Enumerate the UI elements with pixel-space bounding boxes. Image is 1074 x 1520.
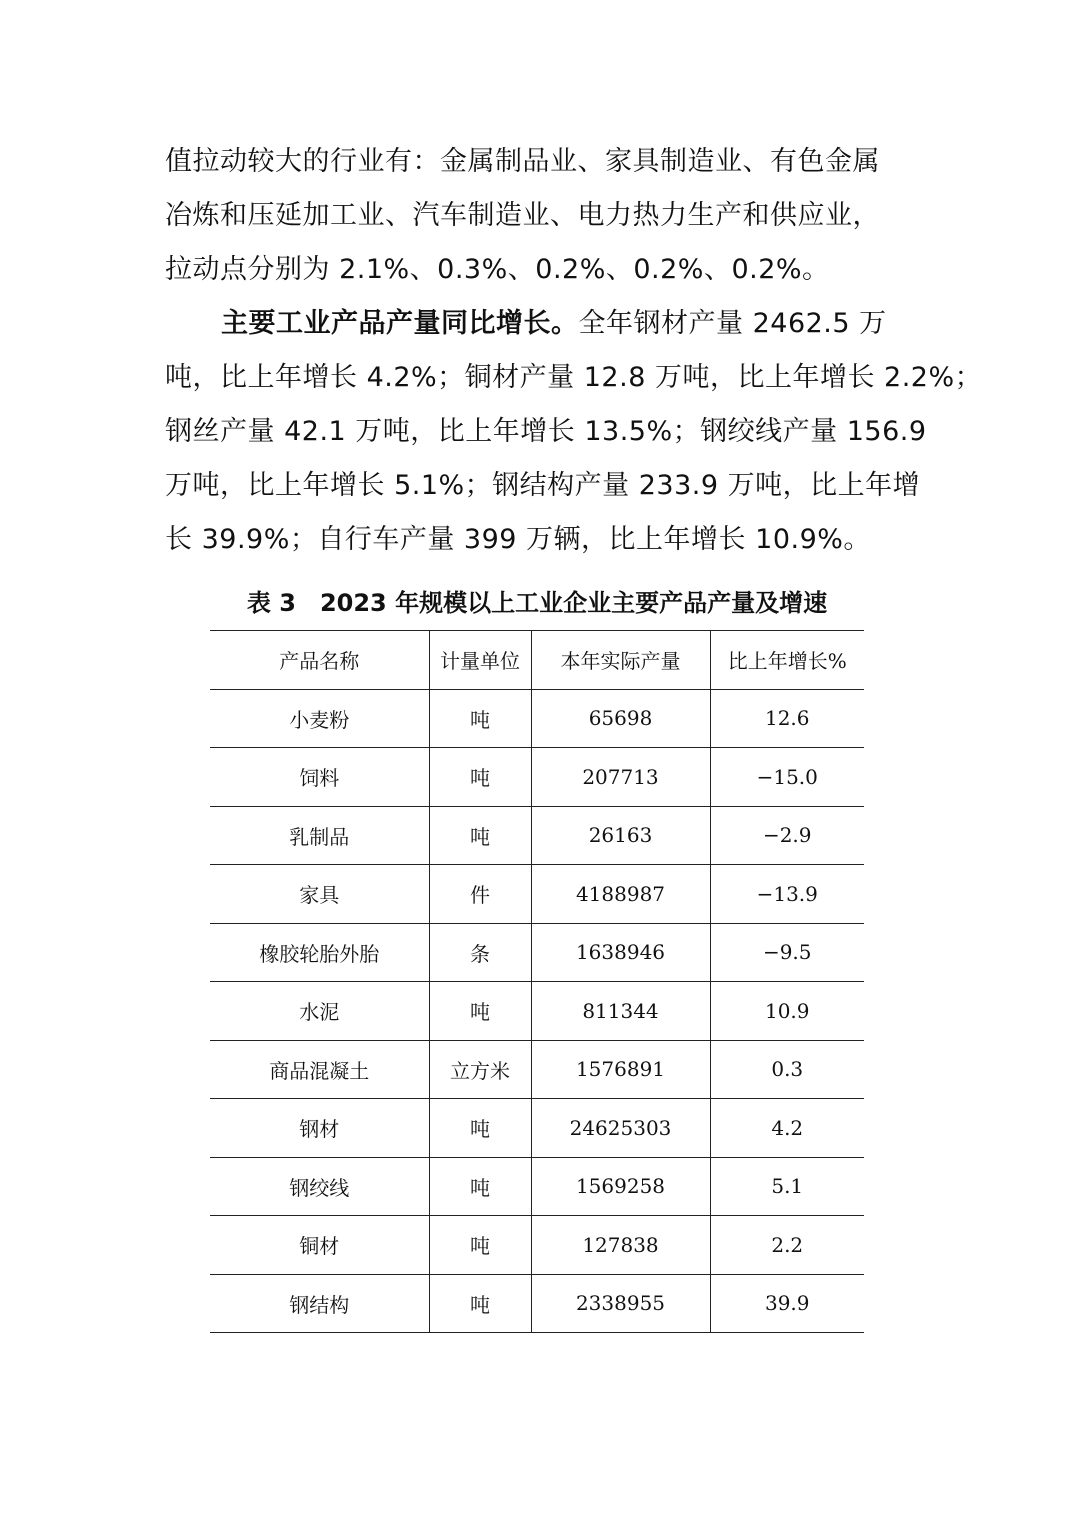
table-body bbox=[210, 689, 864, 1333]
cell-unit: 吨 bbox=[429, 1274, 531, 1333]
cell-unit: 吨 bbox=[429, 689, 531, 748]
paragraph-product-output bbox=[165, 297, 983, 567]
paragraph-heading: 主要工业产品产量同比增长。 bbox=[221, 308, 579, 339]
cell-product-name: 商品混凝土 bbox=[210, 1040, 429, 1099]
cell-product-name: 家具 bbox=[210, 865, 429, 924]
cell-output: 65698 bbox=[531, 689, 710, 748]
cell-output: 207713 bbox=[531, 748, 710, 807]
cell-output: 811344 bbox=[531, 982, 710, 1041]
cell-output: 4188987 bbox=[531, 865, 710, 924]
cell-unit: 吨 bbox=[429, 806, 531, 865]
cell-product-name: 橡胶轮胎外胎 bbox=[210, 923, 429, 982]
cell-growth: 10.9 bbox=[710, 982, 864, 1041]
paragraph-line: 冶炼和压延加工业、汽车制造业、电力热力生产和供应业， bbox=[165, 200, 880, 231]
cell-product-name: 水泥 bbox=[210, 982, 429, 1041]
cell-unit: 吨 bbox=[429, 1216, 531, 1275]
table-title: 表 3 2023 年规模以上工业企业主要产品产量及增速 bbox=[246, 589, 828, 617]
cell-growth: −2.9 bbox=[710, 806, 864, 865]
cell-unit: 条 bbox=[429, 923, 531, 982]
cell-growth: 0.3 bbox=[710, 1040, 864, 1099]
paragraph-line: 值拉动较大的行业有：金属制品业、家具制造业、有色金属 bbox=[165, 146, 880, 177]
cell-output: 1569258 bbox=[531, 1157, 710, 1216]
cell-growth: 39.9 bbox=[710, 1274, 864, 1333]
cell-output: 1638946 bbox=[531, 923, 710, 982]
cell-unit: 吨 bbox=[429, 748, 531, 807]
table-row bbox=[210, 1274, 864, 1333]
table-row bbox=[210, 689, 864, 748]
paragraph-line-rest: 全年钢材产量 2462.5 万 bbox=[578, 308, 887, 339]
paragraph-industry-contribution bbox=[165, 135, 913, 297]
table-row bbox=[210, 982, 864, 1041]
cell-unit: 立方米 bbox=[429, 1040, 531, 1099]
table-row bbox=[210, 865, 864, 924]
cell-unit: 吨 bbox=[429, 1157, 531, 1216]
table-row bbox=[210, 1099, 864, 1158]
cell-product-name: 钢材 bbox=[210, 1099, 429, 1158]
cell-product-name: 饲料 bbox=[210, 748, 429, 807]
cell-unit: 件 bbox=[429, 865, 531, 924]
column-header-output: 本年实际产量 bbox=[531, 631, 710, 690]
table-row bbox=[210, 1040, 864, 1099]
cell-product-name: 钢绞线 bbox=[210, 1157, 429, 1216]
paragraph-line: 拉动点分别为 2.1%、0.3%、0.2%、0.2%、0.2%。 bbox=[165, 254, 830, 285]
cell-growth: 5.1 bbox=[710, 1157, 864, 1216]
cell-product-name: 铜材 bbox=[210, 1216, 429, 1275]
cell-growth: −13.9 bbox=[710, 865, 864, 924]
column-header-product-name: 产品名称 bbox=[210, 631, 429, 690]
cell-output: 2338955 bbox=[531, 1274, 710, 1333]
column-header-unit: 计量单位 bbox=[429, 631, 531, 690]
cell-growth: 2.2 bbox=[710, 1216, 864, 1275]
paragraph-line: 钢丝产量 42.1 万吨，比上年增长 13.5%；钢绞线产量 156.9 bbox=[165, 416, 927, 447]
table-row bbox=[210, 923, 864, 982]
cell-product-name: 小麦粉 bbox=[210, 689, 429, 748]
column-header-growth: 比上年增长% bbox=[710, 631, 864, 690]
paragraph-line: 吨，比上年增长 4.2%；铜材产量 12.8 万吨，比上年增长 2.2%； bbox=[165, 362, 983, 393]
table-row bbox=[210, 1157, 864, 1216]
cell-product-name: 钢结构 bbox=[210, 1274, 429, 1333]
cell-growth: −15.0 bbox=[710, 748, 864, 807]
cell-output: 24625303 bbox=[531, 1099, 710, 1158]
cell-growth: −9.5 bbox=[710, 923, 864, 982]
product-output-table bbox=[210, 630, 864, 1333]
cell-output: 127838 bbox=[531, 1216, 710, 1275]
paragraph-line: 万吨，比上年增长 5.1%；钢结构产量 233.9 万吨，比上年增 bbox=[165, 470, 921, 501]
cell-growth: 12.6 bbox=[710, 689, 864, 748]
cell-growth: 4.2 bbox=[710, 1099, 864, 1158]
cell-unit: 吨 bbox=[429, 1099, 531, 1158]
table-row bbox=[210, 1216, 864, 1275]
cell-unit: 吨 bbox=[429, 982, 531, 1041]
cell-output: 1576891 bbox=[531, 1040, 710, 1099]
table-header-row bbox=[210, 631, 864, 690]
paragraph-first-line bbox=[165, 297, 913, 351]
cell-output: 26163 bbox=[531, 806, 710, 865]
table-row bbox=[210, 748, 864, 807]
cell-product-name: 乳制品 bbox=[210, 806, 429, 865]
paragraph-line: 长 39.9%；自行车产量 399 万辆，比上年增长 10.9%。 bbox=[165, 524, 871, 555]
table-row bbox=[210, 806, 864, 865]
